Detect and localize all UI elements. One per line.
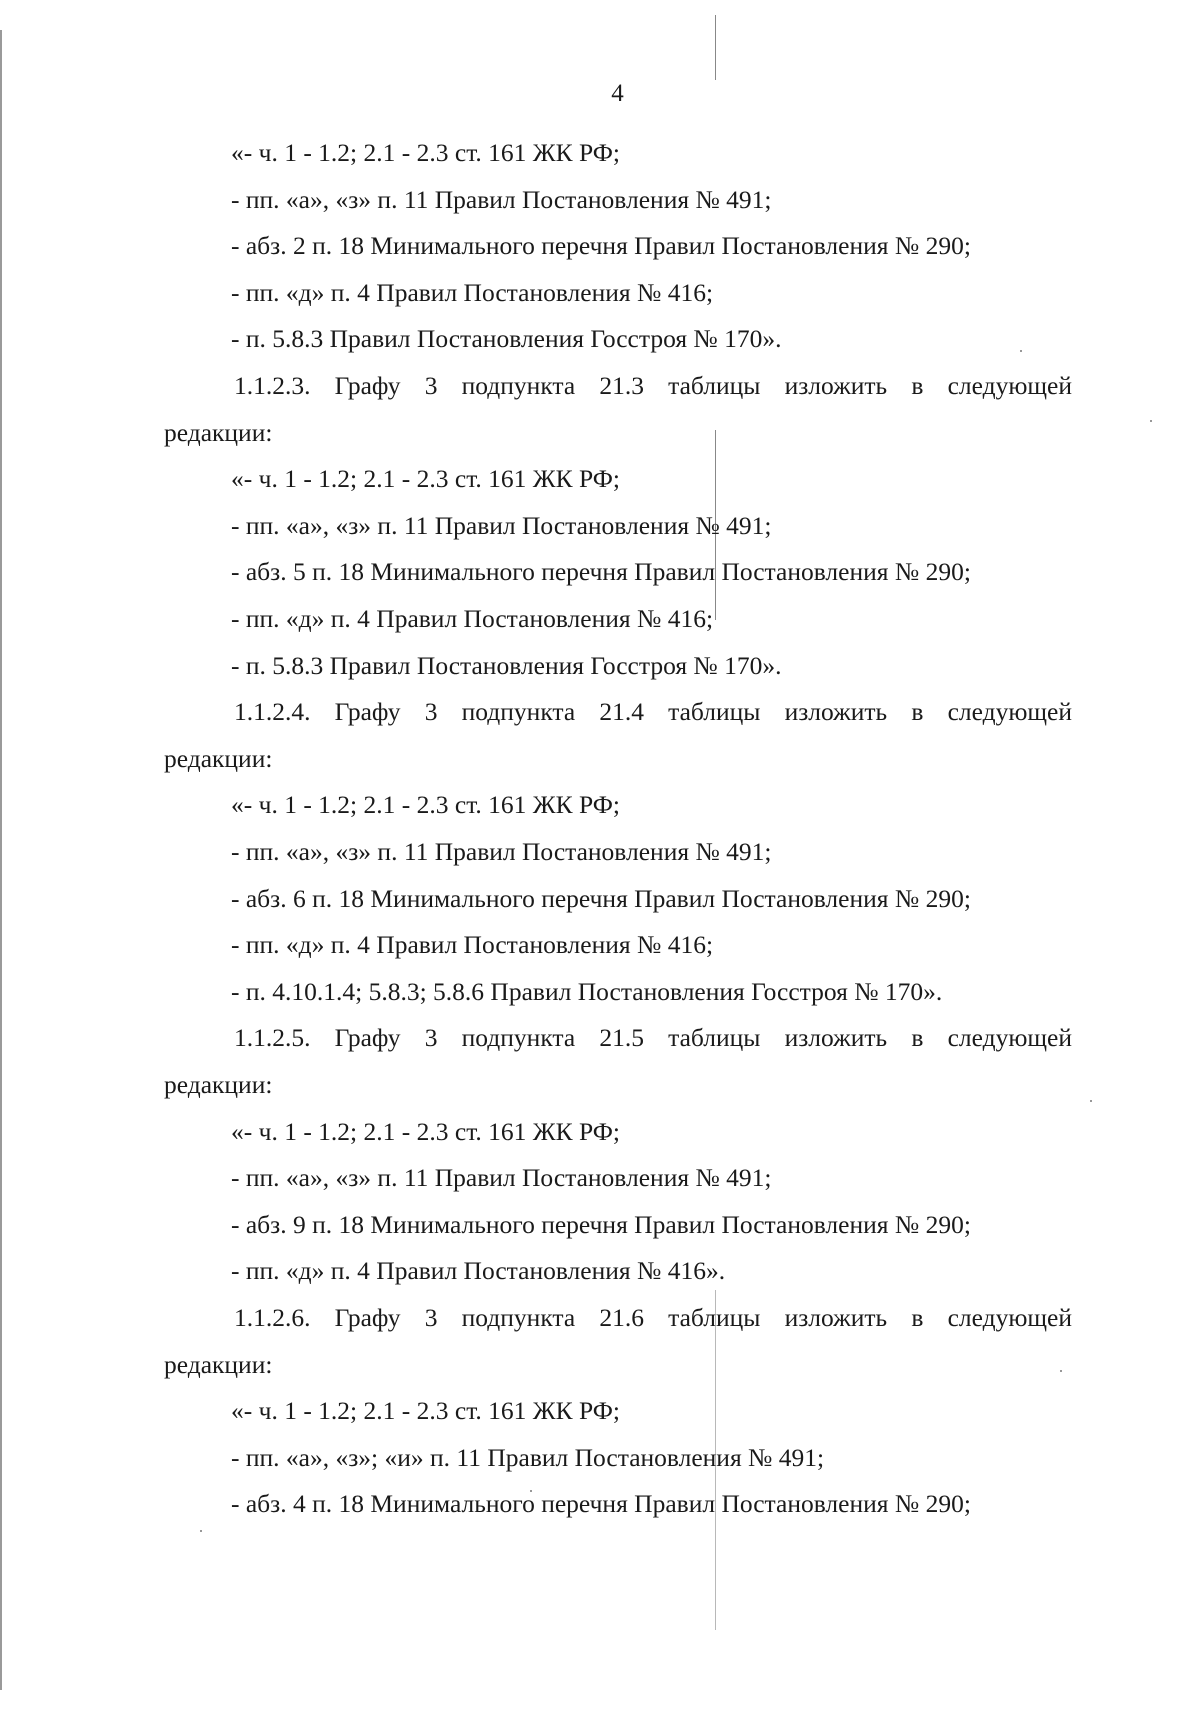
list-item: - пп. «а», «з» п. 11 Правил Постановления № 491; xyxy=(231,184,772,214)
list-item: - п. 5.8.3 Правил Постановления Госстроя № 170». xyxy=(231,650,782,680)
scan-speck xyxy=(1060,1370,1062,1372)
page-number: 4 xyxy=(611,80,624,107)
list-item: - абз. 2 п. 18 Минимального перечня Правил Постановления № 290; xyxy=(231,231,971,261)
paragraph-heading: 1.1.2.3. Графу 3 подпункта 21.3 таблицы изложить в следующей xyxy=(234,371,1072,400)
list-item: - абз. 9 п. 18 Минимального перечня Правил Постановления № 290; xyxy=(231,1209,971,1239)
paragraph-continuation: редакции: xyxy=(164,1070,273,1099)
paragraph-continuation: редакции: xyxy=(164,417,273,447)
paragraph-heading: 1.1.2.5. Графу 3 подпункта 21.5 таблицы изложить в следующей xyxy=(234,1023,1072,1053)
list-item: - абз. 5 п. 18 Минимального перечня Правил Постановления № 290; xyxy=(231,557,971,587)
list-item: - абз. 6 п. 18 Минимального перечня Правил Постановления № 290; xyxy=(231,883,971,913)
paragraph-heading: 1.1.2.6. Графу 3 подпункта 21.6 таблицы изложить в следующей xyxy=(234,1303,1072,1332)
list-item: - абз. 4 п. 18 Минимального перечня Правил Постановления № 290; xyxy=(231,1489,971,1519)
scan-edge-line xyxy=(0,30,2,1690)
paragraph-heading: 1.1.2.4. Графу 3 подпункта 21.4 таблицы изложить в следующей xyxy=(234,697,1072,727)
list-item: - пп. «д» п. 4 Правил Постановления № 416». xyxy=(231,1256,726,1286)
paragraph-continuation: редакции: xyxy=(164,743,273,773)
paragraph-continuation: редакции: xyxy=(164,1349,273,1379)
scan-speck xyxy=(1090,1100,1092,1102)
list-item: - пп. «д» п. 4 Правил Постановления № 416; xyxy=(231,930,714,960)
list-item: - пп. «а», «з»; «и» п. 11 Правил Постановления № 491; xyxy=(231,1442,825,1472)
scan-fold-line xyxy=(715,15,716,80)
list-item: - пп. «а», «з» п. 11 Правил Постановления № 491; xyxy=(231,1163,772,1193)
list-item: - пп. «д» п. 4 Правил Постановления № 416; xyxy=(231,604,714,633)
list-item: «- ч. 1 - 1.2; 2.1 - 2.3 ст. 161 ЖК РФ; xyxy=(231,138,621,167)
list-item: «- ч. 1 - 1.2; 2.1 - 2.3 ст. 161 ЖК РФ; xyxy=(231,1116,621,1146)
list-item: «- ч. 1 - 1.2; 2.1 - 2.3 ст. 161 ЖК РФ; xyxy=(231,1396,621,1426)
list-item: - п. 4.10.1.4; 5.8.3; 5.8.6 Правил Постановления Госстроя № 170». xyxy=(231,976,943,1006)
list-item: - пп. «д» п. 4 Правил Постановления № 416; xyxy=(231,277,714,307)
list-item: «- ч. 1 - 1.2; 2.1 - 2.3 ст. 161 ЖК РФ; xyxy=(231,790,621,820)
list-item: - пп. «а», «з» п. 11 Правил Постановления № 491; xyxy=(231,837,772,866)
list-item: - п. 5.8.3 Правил Постановления Госстроя № 170». xyxy=(231,324,782,354)
scan-speck xyxy=(200,1530,202,1532)
scan-speck xyxy=(1020,350,1022,352)
list-item: «- ч. 1 - 1.2; 2.1 - 2.3 ст. 161 ЖК РФ; xyxy=(231,464,621,494)
scan-speck xyxy=(1150,420,1152,422)
list-item: - пп. «а», «з» п. 11 Правил Постановления № 491; xyxy=(231,510,772,540)
